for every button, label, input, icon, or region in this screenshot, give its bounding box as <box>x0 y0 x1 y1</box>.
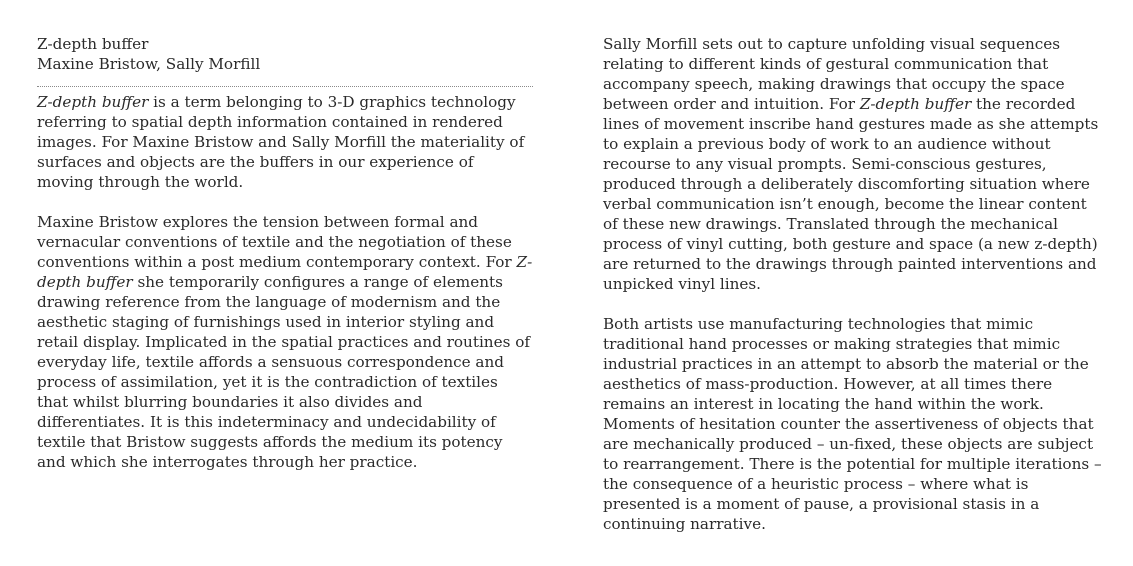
left-column <box>37 34 533 492</box>
bristow-text-before: Maxine Bristow explores the tension between formal and vernacular conventions of textile and the negotiation of these conventions within a post medium contemporary context. For <box>37 213 517 271</box>
bristow-paragraph <box>37 212 533 472</box>
heading <box>37 34 533 74</box>
intro-text: is a term belonging to 3-D graphics technology referring to spatial depth information contained in rendered images. For Maxine Bristow and Sally Morfill the materiality of surfaces and objects are the buffers in our experience of moving through the world. <box>37 93 525 191</box>
artist-names: Maxine Bristow, Sally Morfill <box>37 55 261 73</box>
intro-italic-term: Z-depth buffer <box>37 93 149 111</box>
dotted-divider <box>37 86 533 87</box>
right-column <box>603 34 1103 554</box>
morfill-paragraph <box>603 34 1103 294</box>
bristow-text-after: she temporarily configures a range of elements drawing reference from the language of modernism and the aesthetic staging of furnishings used in interior styling and retail display. Implicated in the spatial practices and routines of everyday life, textile affords a sensuous correspondence and process of assimilation, yet it is the contradiction of textiles that whilst blurring boundaries it also divides and differentiates. It is this indeterminacy and undecidability of textile that Bristow suggests affords the medium its potency and which she interrogates through her practice. <box>37 273 530 471</box>
morfill-text-after: the recorded lines of movement inscribe hand gestures made as she attempts to explain a previous body of work to an audience without recourse to any visual prompts. Semi-conscious gestures, produced through a deliberately discomforting situation where verbal communication isn’t enough, become the linear content of these new drawings. Translated through the mechanical process of vinyl cutting, both gesture and space (a new z-depth) are returned to the drawings through painted interventions and unpicked vinyl lines. <box>603 95 1099 293</box>
bristow-italic-term: Z-depth buffer <box>37 253 533 291</box>
morfill-text-before: Sally Morfill sets out to capture unfolding visual sequences relating to different kinds of gestural communication that accompany speech, making drawings that occupy the space between order and intuition. For <box>603 35 1065 113</box>
morfill-italic-term: Z-depth buffer <box>859 95 972 113</box>
intro-paragraph <box>37 92 533 192</box>
both-artists-paragraph: Both artists use manufacturing technologies that mimic traditional hand processes or making strategies that mimic industrial practices in an attempt to absorb the material or the aesthetics of mass-production. However, at all times there remains an interest in locating the hand within the work. Moments of hesitation counter the assertiveness of objects that are mechanically produced – un-fixed, these objects are subject to rearrangement. There is the potential for multiple iterations – the consequence of a heuristic process – where what is presented is a moment of pause, a provisional stasis in a continuing narrative. <box>603 315 1102 533</box>
exhibition-title: Z-depth buffer <box>37 35 149 53</box>
